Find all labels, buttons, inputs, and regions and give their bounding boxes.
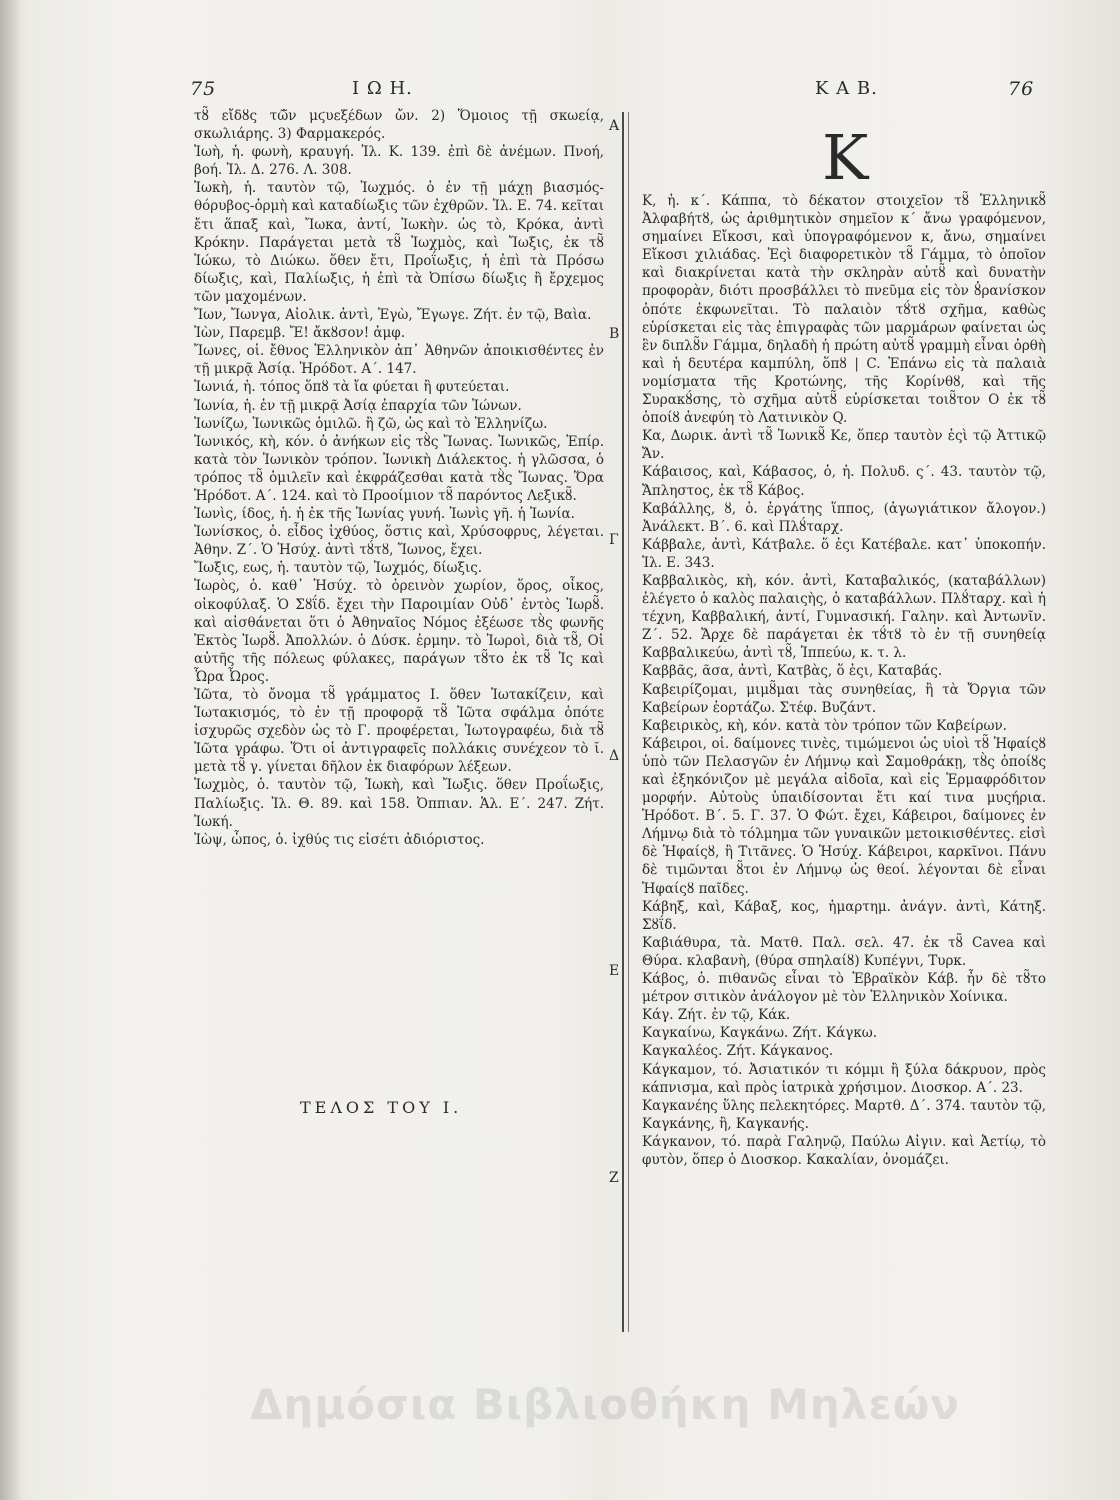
entry: Κάββαλε, ἀντὶ, Κάτβαλε. ὅ ἐςι Κατέβαλε. κατ᾽ ὑποκοπήν. Ἰλ. Ε. 343. [642,536,1046,571]
margin-letter: Ε [609,963,620,979]
entry: Ἰωρὸς, ὁ. καθ᾽ Ἡσύχ. τὸ ὀρεινὸν χωρίον, ὅρος, οἶκος, οἰκοφύλαξ. Ὁ Σȣΐδ. ἔχει τὴν Παροιμίαν Οὐδ᾽ ἐντὸς Ἰωρȣ̃. καὶ αἰσθάνεται ὅτι ὁ Ἀθηναῖος Νόμος ἐξέωσε τȣ̀ς φωνῆς Ἐκτὸς Ἰωρȣ̃. Ἀπολλών. ὁ Δύσκ. ἑρμην. τὸ Ἰωροὶ, διὰ τȣ̃, Οἱ αὐτῆς τῆς πόλεως φύλακες, παράγων τȣ̃το ἐκ τȣ̃ Ἰς καὶ Ὧρα Ὦρος. [194,578,604,685]
entry: Ἰὼψ, ὦπος, ὁ. ἰχθύς τις εἰσέτι ἀδιόριστος. [194,831,485,848]
margin-letter: Ζ [609,1170,619,1186]
entry: Κάγ. Ζήτ. ἐν τῷ, Κάκ. [642,1007,791,1024]
margin-letter: Α [609,118,620,134]
entry: Ἴωξις, εως, ἡ. ταυτὸν τῷ, Ἰωχμός, δίωξις. [194,560,483,577]
entry: Κάβειροι, οἱ. δαίμονες τινὲς, τιμώμενοι ὡς υἱοὶ τȣ̃ Ἡφαίςȣ ὑπὸ τῶν Πελασγῶν ἐν Λήμνῳ καὶ Σαμοθράκῃ, τȣ̀ς ὁποίȣς καὶ ἐξηκόνιζον μὲ μεγάλα αἰδοῖα, καὶ εἰς Ἑρμαφρόδιτον μορφήν. Αὐτοὺς ὑπαιδίσονται ἔτι καί τινα μυςήρια. Ἡρόδοτ. Β΄. 5. Γ. 37. Ὁ Φώτ. ἔχει, Κάβειροι, δαίμονες ἐν Λήμνῳ διὰ τὸ τόλμημα τῶν γυναικῶν μετοικισθέντες. εἰσὶ δὲ Ἡφαίςȣ, ἢ Τιτᾶνες. Ὁ Ἡσύχ. Κάβειροι, καρκῖνοι. Πάνυ δὲ τιμῶνται ȣ̃τοι ἐν Λήμνῳ ὡς θεοί. λέγονται δὲ εἶναι Ἡφαίςȣ παῖδες. [642,735,1046,897]
section-end-title: ΤΕΛΟΣ ΤΟΥ Ι. [300,1098,463,1117]
margin-letter: Β [609,326,620,342]
page-number-left: 75 [190,78,217,100]
entry: Ἴων, Ἴωνγα, Αἰολικ. ἀντὶ, Ἐγὼ, Ἔγωγε. Ζήτ. ἐν τῷ, Βαὶα. [194,307,592,324]
entry: Ἰωὴ, ἡ. φωνὴ, κραυγή. Ἰλ. Κ. 139. ἐπὶ δὲ ἀνέμων. Πνοή, βοή. Ἰλ. Δ. 276. Λ. 308. [194,144,604,179]
entry: Καβειρικὸς, κὴ, κόν. κατὰ τὸν τρόπον τῶν Καβείρων. [642,717,1007,734]
entry: Κ, ἡ. κ΄. Κάππα, τὸ δέκατον στοιχεῖον τȣ̃ Ἑλληνικȣ̃ Ἀλφαβήτȣ, ὡς ἀριθμητικὸν σημεῖον κ΄ ἄνω γραφόμενον, σημαίνει Εἴκοσι, καὶ ὑπογραφόμενον κ, ἄνω, σημαίνει Εἴκοσι χιλιάδας. Ἐςὶ διαφορετικὸν τȣ̃ Γάμμα, τὸ ὁποῖον καὶ διακρίνεται κατὰ τὴν σκληρὰν αὐτȣ̃ καὶ δυνατὴν προφορὰν, διότι προσβάλλει τὸ πνεῦμα εἰς τὸν ȣ̓ρανίσκον ὁπότε ἐκφωνεῖται. Τὸ παλαιὸν τȣ́τȣ σχῆμα, καθὼς εὑρίσκεται εἰς τὰς ἐπιγραφὰς τῶν μαρμάρων φαίνεται ὡς ἓν διπλȣ̃ν Γάμμα, δηλαδὴ ἡ πρώτη αὐτȣ̃ γραμμὴ εἶναι ὀρθὴ καὶ ἡ δευτέρα καμπύλη, ὅπȣ | C. Ἐπάνω εἰς τὰ παλαιὰ νομίσματα τῆς Κροτώνης, τῆς Κορίνθȣ, καὶ τῆς Συρακȣ́σης, τὸ σχῆμα αὐτȣ̃ εὑρίσκεται τοιȣ̃τον Ο ἐκ τȣ̃ ὁποίȣ ἀνεφύη τὸ Λατινικὸν Q. [642,193,1046,427]
entry: Κάβαισος, καὶ, Κάβασος, ὁ, ἡ. Πολυδ. ς΄. 43. ταυτὸν τῷ, Ἄπληστος, ἐκ τȣ̃ Κάβος. [642,464,1046,499]
entry: Ἰωνιά, ἡ. τόπος ὅπȣ τὰ ἴα φύεται ἢ φυτεύεται. [194,379,510,396]
column-rule [622,112,624,1332]
margin-letter: Δ [609,748,620,764]
running-head-right: Κ Α Β. [815,78,878,99]
entry: Κα, Δωρικ. ἀντὶ τȣ̃ Ἰωνικȣ̃ Κε, ὅπερ ταυτὸν ἐςὶ τῷ Ἀττικῷ Ἄν. [642,428,1046,463]
entry: Κάγκανον, τό. παρὰ Γαληνῷ, Παύλω Αἰγιν. καὶ Ἀετίῳ, τὸ φυτὸν, ὅπερ ὁ Διοσκορ. Κακαλίαν, ὀνομάζει. [642,1133,1046,1168]
entry: Καβιάθυρα, τὰ. Ματθ. Παλ. σελ. 47. ἐκ τȣ̃ Cavea καὶ Θύρα. κλαβανὴ, (θύρα σπηλαίȣ) Κυπέγνι, Τυρκ. [642,934,1046,969]
entry: Ἰῶτα, τὸ ὄνομα τȣ̃ γράμματος Ι. ὅθεν Ἰωτακίζειν, καὶ Ἰωτακισμός, τὸ ἐν τῇ προφορᾷ τȣ̃ Ἰῶτα σφάλμα ὁπότε ἰσχυρῶς σχεδὸν ὡς τὸ Γ. προφέρεται, Ἰωτογραφέω, διὰ τȣ̃ Ἰῶτα γράφω. Ὅτι οἱ ἀντιγραφεῖς πολλάκις συνέχεον τὸ ῐ. μετὰ τȣ̃ γ. γίνεται δῆλον ἐκ διαφόρων λέξεων. [194,687,604,776]
section-initial-letter: Κ [822,121,869,194]
entry: Καβειρίζομαι, μιμȣ̃μαι τὰς συνηθείας, ἢ τὰ Ὄργια τῶν Καβείρων ἑορτάζω. Στέφ. Βυζάντ. [642,681,1046,716]
column-rule-inner [628,112,629,1332]
entry: Καγκανέης ὕλης πελεκητόρες. Μαρτθ. Δ΄. 374. ταυτὸν τῷ, Καγκάνης, ἢ, Καγκανής. [642,1097,1046,1132]
gutter-shadow [0,0,22,1500]
entry: Ἰωνικός, κὴ, κόν. ὁ ἀνήκων εἰς τȣ̀ς Ἴωνας. Ἰωνικῶς, Ἐπίρ. κατὰ τὸν Ἰωνικὸν τρόπον. Ἰωνικὴ Διάλεκτος. ἡ γλῶσσα, ὁ τρόπος τȣ̃ ὁμιλεῖν καὶ ἐκφράζεσθαι κατὰ τȣ̀ς Ἴωνας. Ὅρα Ἡρόδοτ. Α΄. 124. καὶ τὸ Προοίμιον τȣ̃ παρόντος Λεξικȣ̃. [194,433,604,504]
entry: Ἰωχμὸς, ὁ. ταυτὸν τῷ, Ἰωκὴ, καὶ Ἴωξις. ὅθεν Προΐωξις, Παλίωξις. Ἰλ. Θ. 89. καὶ 158. Ὀππιαν. Ἁλ. Ε΄. 247. Ζήτ. Ἰωκή. [194,777,604,830]
entry: Κάγκαμον, τό. Ἀσιατικόν τι κόμμι ἢ ξύλα δάκρυον, πρὸς κάπνισμα, καὶ πρὸς ἰατρικὰ χρήσιμον. Διοσκορ. Α΄. 23. [642,1061,1046,1096]
entry: Καββᾶς, ᾶσα, ἀντὶ, Κατβὰς, ὅ ἐςι, Καταβάς. [642,663,943,680]
running-head-left: Ι Ω Η. [352,78,413,99]
entry: Ἰὼν, Παρεμβ. Ἔ! ἄκȣσον! ἀμφ. [194,325,406,342]
entry: Ἰωνία, ἡ. ἐν τῇ μικρᾷ Ἀσίᾳ ἐπαρχία τῶν Ἰώνων. [194,397,522,414]
page-number-right: 76 [1008,78,1035,100]
entry: Καββαλικὸς, κὴ, κόν. ἀντὶ, Καταβαλικός, (καταβάλλων) ἐλέγετο ὁ καλὸς παλαιςὴς, ὁ καταβάλλων. Πλȣ́ταρχ. καὶ ἡ τέχνη, Καββαλική, ἀντί, Γυμνασική. Γαλην. καὶ Ἀντωνῖν. Ζ΄. 52. Ἄρχε δὲ παράγεται ἐκ τȣ́τȣ τὸ ἐν τῇ συνηθείᾳ Καββαλικεύω, ἀντὶ τȣ̃, Ἱππεύω, κ. τ. λ. [642,572,1046,662]
entry: Κάβηξ, καὶ, Κάβαξ, κος, ἡμαρτημ. ἀνάγν. ἀντὶ, Κάτηξ. Σȣΐδ. [642,898,1046,933]
left-column [194,107,604,849]
entry: Καγκαλέος. Ζήτ. Κάγκανος. [642,1043,834,1060]
entry: Ἰωκὴ, ἡ. ταυτὸν τῷ, Ἰωχμός. ὁ ἐν τῇ μάχῃ βιασμός-θόρυβος-ὁρμὴ καὶ καταδίωξις τῶν ἐχθρῶν. Ἰλ. Ε. 74. κεῖται ἔτι ἅπαξ καὶ, Ἴωκα, ἀντί, Ἰωκὴν. ὡς τὸ, Κρόκα, ἀντὶ Κρόκην. Παράγεται μετὰ τȣ̃ Ἰωχμὸς, καὶ Ἴωξις, ἐκ τȣ̃ Ἰώκω, τὸ Διώκω. ὅθεν ἔτι, Προΐωξις, ἡ ἐπὶ τὰ Πρόσω δίωξις, καὶ, Παλίωξις, ἡ ἐπὶ τὰ Ὀπίσω δίωξις ἢ ἔρχεμος τῶν μαχομένων. [194,180,604,305]
entry: Ἰωνίζω, Ἰωνικῶς ὁμιλῶ. ἢ ζῶ, ὡς καὶ τὸ Ἑλληνίζω. [194,415,548,432]
entry: Καβάλλης, ȣ, ὁ. ἐργάτης ἵππος, (ἀγωγιάτικον ἄλογον.) Ἀνάλεκτ. Β΄. 6. καὶ Πλȣ́ταρχ. [642,500,1046,535]
entry: Ἰωνὶς, ίδος, ἡ. ἡ ἐκ τῆς Ἰωνίας γυνή. Ἰωνὶς γῆ. ἡ Ἰωνία. [194,506,575,523]
entry: τȣ̃ εἴδȣς τῶ̃ν μϛυεξέδων ὤν. 2) Ὅμοιος τῇ σκωείᾳ, σκωλιάρης. 3) Φαρμακερός. [194,108,604,143]
right-column [642,192,1046,1169]
entry: Καγκαίνω, Καγκάνω. Ζήτ. Κάγκω. [642,1025,878,1042]
entry: Ἰωνίσκος, ὁ. εἶδος ἰχθύος, ὅστις καὶ, Χρύσοφρυς, λέγεται. Ἀθην. Ζ΄. Ὁ Ἡσύχ. ἀντὶ τȣ́τȣ, Ἴωνος, ἔχει. [194,524,604,559]
entry: Ἴωνες, οἱ. ἔθνος Ἑλληνικὸν ἀπ᾽ Ἀθηνῶν ἀποικισθέντες ἐν τῇ μικρᾷ Ἀσίᾳ. Ἡρόδοτ. Α΄. 147. [194,343,604,378]
entry: Κάβος, ὁ. πιθανῶς εἶναι τὸ Ἑβραϊκὸν Κάβ. ἦν δὲ τȣ̃το μέτρον σιτικὸν ἀνάλογον μὲ τὸν Ἑλληνικὸν Χοίνικα. [642,971,1046,1006]
margin-letter: Γ [609,532,619,548]
library-watermark: Δημόσια Βιβλιοθήκη Μηλεών [250,1380,960,1429]
